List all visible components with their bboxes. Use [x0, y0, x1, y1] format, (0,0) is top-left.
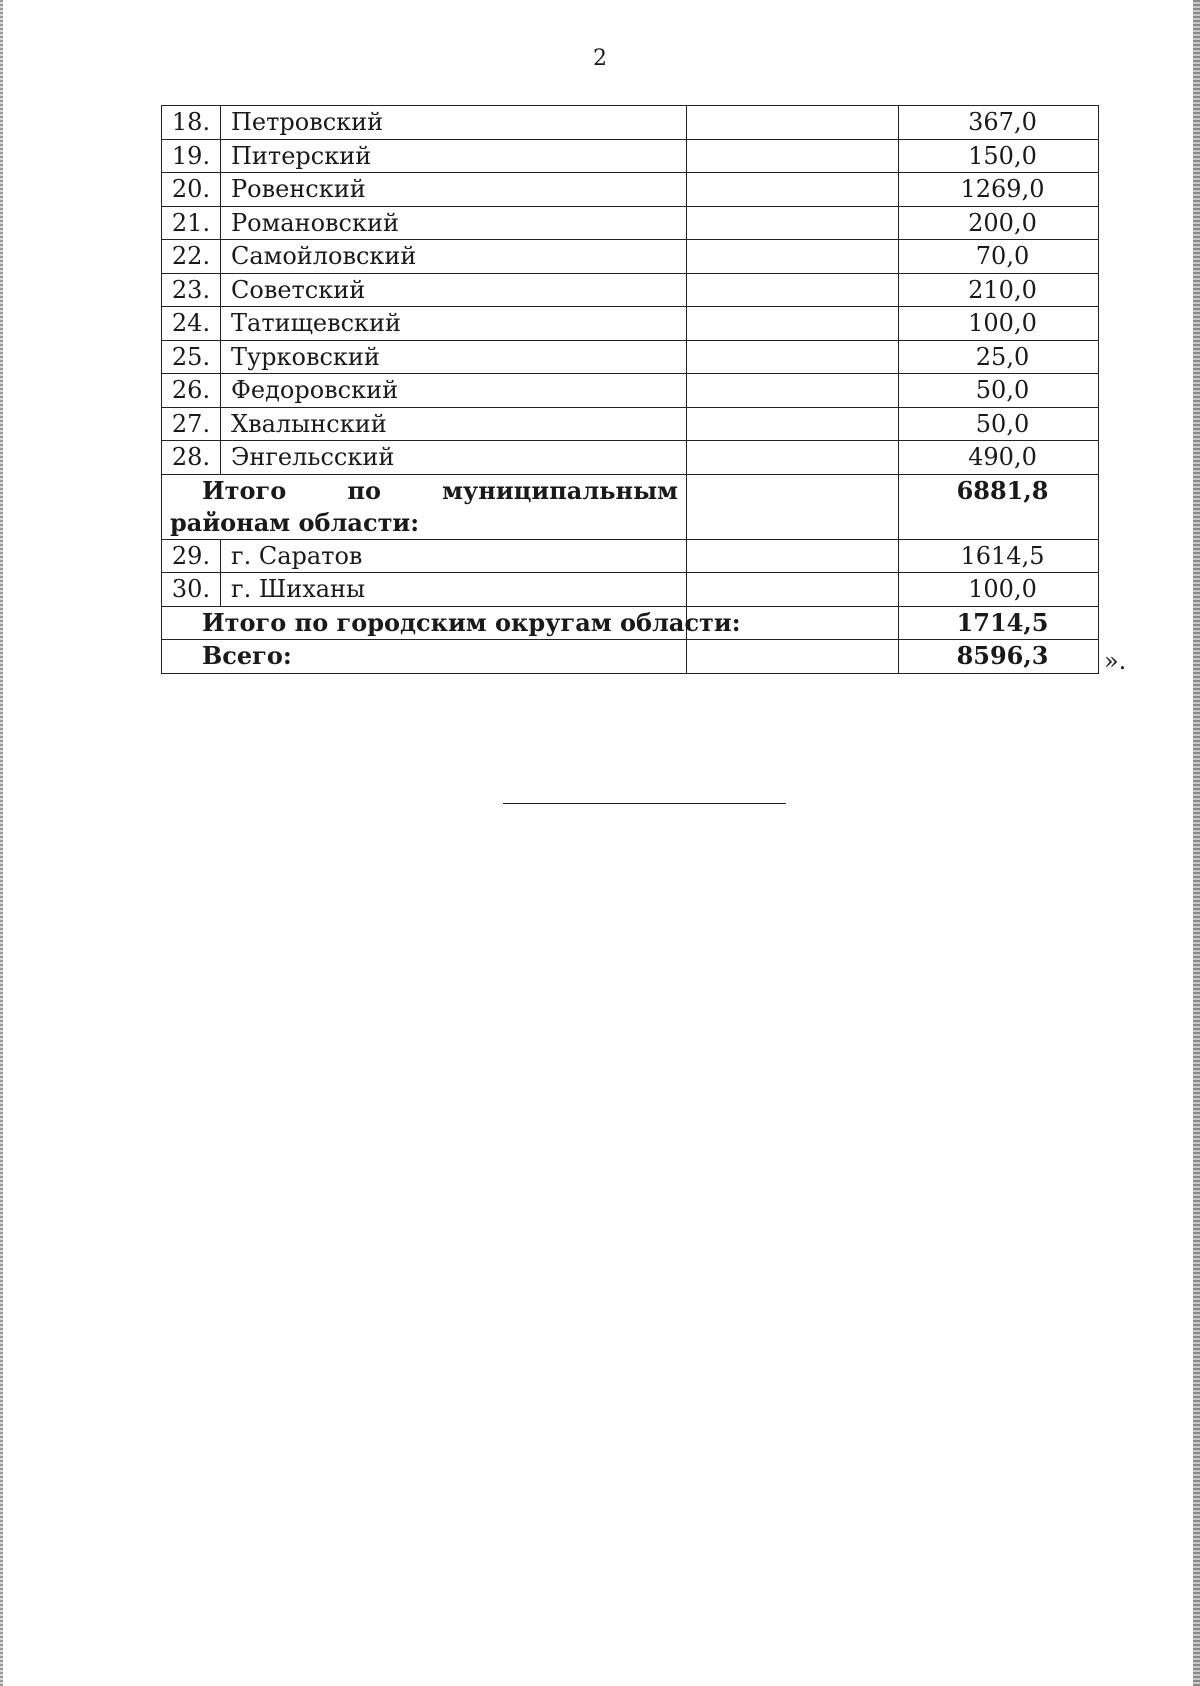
district-name: Энгельсский: [221, 441, 687, 475]
city-name: г. Саратов: [221, 539, 687, 573]
empty-cell: [687, 173, 899, 207]
amount-value: 100,0: [899, 307, 1099, 341]
grand-total-row: [162, 640, 1099, 674]
row-number: 26.: [162, 374, 221, 408]
amount-value: 100,0: [899, 573, 1099, 607]
table-row: [162, 273, 1099, 307]
district-name: Хвалынский: [221, 407, 687, 441]
row-number: 28.: [162, 441, 221, 475]
row-number: 23.: [162, 273, 221, 307]
empty-cell: [687, 307, 899, 341]
amount-value: 200,0: [899, 206, 1099, 240]
table-row: [162, 106, 1099, 140]
amount-value: 1269,0: [899, 173, 1099, 207]
district-name: Ровенский: [221, 173, 687, 207]
row-number: 27.: [162, 407, 221, 441]
row-number: 25.: [162, 340, 221, 374]
district-name: Романовский: [221, 206, 687, 240]
empty-cell: [687, 539, 899, 573]
table-row: [162, 307, 1099, 341]
amount-value: 25,0: [899, 340, 1099, 374]
scan-edge-left: [0, 0, 3, 1686]
district-name: Питерский: [221, 139, 687, 173]
empty-cell: [687, 206, 899, 240]
row-number: 29.: [162, 539, 221, 573]
row-number: 21.: [162, 206, 221, 240]
table-row: [162, 573, 1099, 607]
row-number: 20.: [162, 173, 221, 207]
row-number: 18.: [162, 106, 221, 140]
municipal-total-row: [162, 474, 1099, 539]
amount-value: 490,0: [899, 441, 1099, 475]
empty-cell: [687, 340, 899, 374]
page-number: 2: [593, 46, 607, 71]
table-row: [162, 206, 1099, 240]
district-name: Советский: [221, 273, 687, 307]
row-number: 22.: [162, 240, 221, 274]
table-row: [162, 139, 1099, 173]
amount-value: 50,0: [899, 407, 1099, 441]
grand-total-label: Всего:: [162, 640, 687, 674]
empty-cell: [687, 273, 899, 307]
closing-quote: ».: [1104, 647, 1127, 675]
municipal-total-label: Итого по муниципальным районам области:: [162, 474, 687, 539]
table-row: [162, 240, 1099, 274]
scan-edge-right: [1193, 0, 1200, 1686]
grand-total-value: 8596,3: [899, 640, 1099, 674]
empty-cell: [687, 240, 899, 274]
allocation-table: [161, 105, 1099, 674]
city-total-label: Итого по городским округам области:: [162, 606, 687, 640]
empty-cell: [687, 139, 899, 173]
row-number: 30.: [162, 573, 221, 607]
empty-cell: [687, 640, 899, 674]
amount-value: 150,0: [899, 139, 1099, 173]
city-name: г. Шиханы: [221, 573, 687, 607]
city-total-value: 1714,5: [899, 606, 1099, 640]
empty-cell: [687, 573, 899, 607]
amount-value: 70,0: [899, 240, 1099, 274]
city-total-row: [162, 606, 1099, 640]
empty-cell: [687, 441, 899, 475]
empty-cell: [687, 474, 899, 539]
district-name: Турковский: [221, 340, 687, 374]
amount-value: 367,0: [899, 106, 1099, 140]
table-row: [162, 407, 1099, 441]
table-row: [162, 441, 1099, 475]
municipal-total-value: 6881,8: [899, 474, 1099, 539]
table-row: [162, 374, 1099, 408]
amount-value: 1614,5: [899, 539, 1099, 573]
empty-cell: [687, 374, 899, 408]
district-name: Петровский: [221, 106, 687, 140]
separator-line: [503, 803, 786, 804]
row-number: 24.: [162, 307, 221, 341]
amount-value: 210,0: [899, 273, 1099, 307]
table-row: [162, 340, 1099, 374]
empty-cell: [687, 407, 899, 441]
district-name: Самойловский: [221, 240, 687, 274]
district-name: Федоровский: [221, 374, 687, 408]
table-row: [162, 173, 1099, 207]
table-row: [162, 539, 1099, 573]
empty-cell: [687, 106, 899, 140]
row-number: 19.: [162, 139, 221, 173]
amount-value: 50,0: [899, 374, 1099, 408]
district-name: Татищевский: [221, 307, 687, 341]
